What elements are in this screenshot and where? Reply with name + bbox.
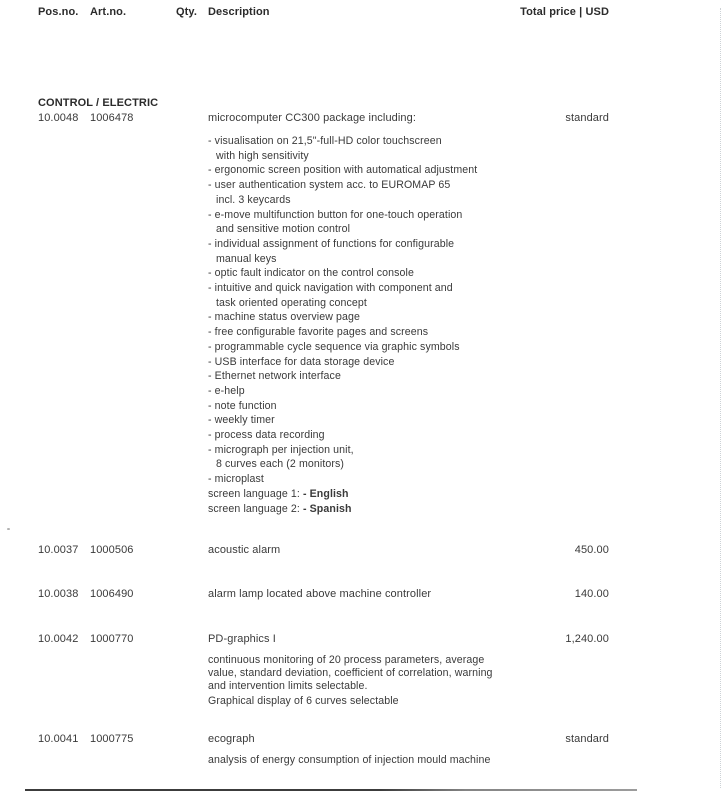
bullet-line: - optic fault indicator on the control console (208, 267, 414, 280)
bullet-line: incl. 3 keycards (216, 193, 291, 206)
description-cell (208, 543, 518, 557)
description-cell (208, 632, 518, 708)
bullet-line: - e-help (208, 384, 245, 397)
paragraph-line: value, standard deviation, coefficient of correlation, warning (208, 667, 493, 680)
section-title: CONTROL / ELECTRIC (38, 97, 159, 109)
header-total-price: Total price | USD (520, 6, 609, 18)
description-title: ecograph (208, 733, 255, 746)
bullet-line: 8 curves each (2 monitors) (216, 458, 345, 471)
table-header (38, 5, 726, 19)
description-cell (208, 732, 518, 767)
art-no-cell: 1006490 (90, 588, 134, 601)
description-paragraph (208, 754, 518, 767)
bullet-line: - visualisation on 21,5"-full-HD color touchscreen (208, 135, 442, 147)
pos-no-cell: 10.0048 (38, 112, 79, 124)
description-paragraph (208, 695, 518, 708)
screen-language-value: - English (302, 487, 349, 500)
pos-no-cell: 10.0038 (38, 588, 79, 601)
paragraph-line: continuous monitoring of 20 process parameters, average (208, 654, 485, 667)
qty-cell (176, 732, 208, 767)
art-no-cell: 1000506 (90, 544, 134, 557)
screen-language-line (208, 502, 518, 517)
bullet-line: - intuitive and quick navigation with component and (208, 282, 453, 295)
description-title: microcomputer CC300 package including: (208, 112, 417, 124)
art-no-cell: 1000770 (90, 633, 134, 646)
screen-language-label: screen language 2: (208, 502, 303, 515)
table-row (38, 732, 726, 767)
bullet-line: - Ethernet network interface (208, 370, 341, 383)
header-pos-no: Pos.no. (38, 6, 79, 18)
scan-speckle (7, 528, 10, 530)
table-body (0, 111, 726, 767)
price-cell: 450.00 (574, 544, 609, 557)
description-cell (208, 111, 518, 516)
paragraph-line: Graphical display of 6 curves selectable (208, 695, 399, 708)
bullet-line: - free configurable favorite pages and screens (208, 326, 429, 339)
table-row (38, 632, 726, 708)
description-paragraphs (208, 654, 518, 708)
screen-language-line (208, 487, 518, 502)
paragraph-line: and intervention limits selectable. (208, 680, 368, 693)
bullet-line: - programmable cycle sequence via graphic symbols (208, 340, 460, 353)
page-bottom-rule (25, 789, 637, 791)
qty-cell (176, 587, 208, 601)
description-bullets (208, 134, 518, 516)
description-title: alarm lamp located above machine controller (208, 588, 432, 601)
screen-language-value: - Spanish (302, 502, 352, 515)
bullet-line: - e-move multifunction button for one-touch operation (208, 208, 463, 221)
price-cell: standard (565, 733, 609, 746)
pos-no-cell: 10.0042 (38, 633, 79, 646)
description-title: acoustic alarm (208, 544, 281, 557)
table-row (38, 587, 726, 601)
qty-cell (176, 632, 208, 708)
bullet-line: - weekly timer (208, 414, 275, 427)
scan-edge-artifact (720, 8, 721, 788)
price-cell: 140.00 (574, 588, 609, 601)
header-qty: Qty. (176, 6, 197, 18)
screen-language-label: screen language 1: (208, 487, 303, 500)
price-cell: standard (565, 112, 609, 124)
description-paragraphs (208, 754, 518, 767)
description-paragraph (208, 654, 518, 693)
bullet-line: - micrograph per injection unit, (208, 443, 354, 456)
bullet-line: - individual assignment of functions for configurable (208, 237, 455, 250)
qty-cell (176, 111, 208, 516)
table-row (38, 543, 726, 557)
bullet-line: - USB interface for data storage device (208, 355, 395, 368)
bullet-line: - machine status overview page (208, 311, 360, 324)
header-art-no: Art.no. (90, 6, 127, 18)
bullet-line: - ergonomic screen position with automatical adjustment (208, 164, 478, 177)
price-cell: 1,240.00 (565, 633, 609, 646)
pos-no-cell: 10.0041 (38, 733, 79, 746)
bullet-line: - microplast (208, 473, 264, 486)
art-no-cell: 1000775 (90, 733, 134, 746)
bullet-line: task oriented operating concept (216, 296, 367, 309)
bullet-line: - user authentication system acc. to EUROMAP 65 (208, 179, 451, 192)
pos-no-cell: 10.0037 (38, 544, 79, 557)
bullet-line: - note function (208, 399, 277, 412)
bullet-line: manual keys (216, 252, 277, 265)
qty-cell (176, 543, 208, 557)
table-row (38, 111, 726, 516)
art-no-cell: 1006478 (90, 112, 134, 124)
bullet-line: and sensitive motion control (216, 223, 351, 236)
description-title: PD-graphics I (208, 633, 276, 646)
header-description: Description (208, 6, 270, 18)
bullet-line: with high sensitivity (216, 149, 309, 162)
bullet-line: - process data recording (208, 429, 325, 442)
description-cell (208, 587, 518, 601)
paragraph-line: analysis of energy consumption of injection mould machine (208, 754, 491, 767)
